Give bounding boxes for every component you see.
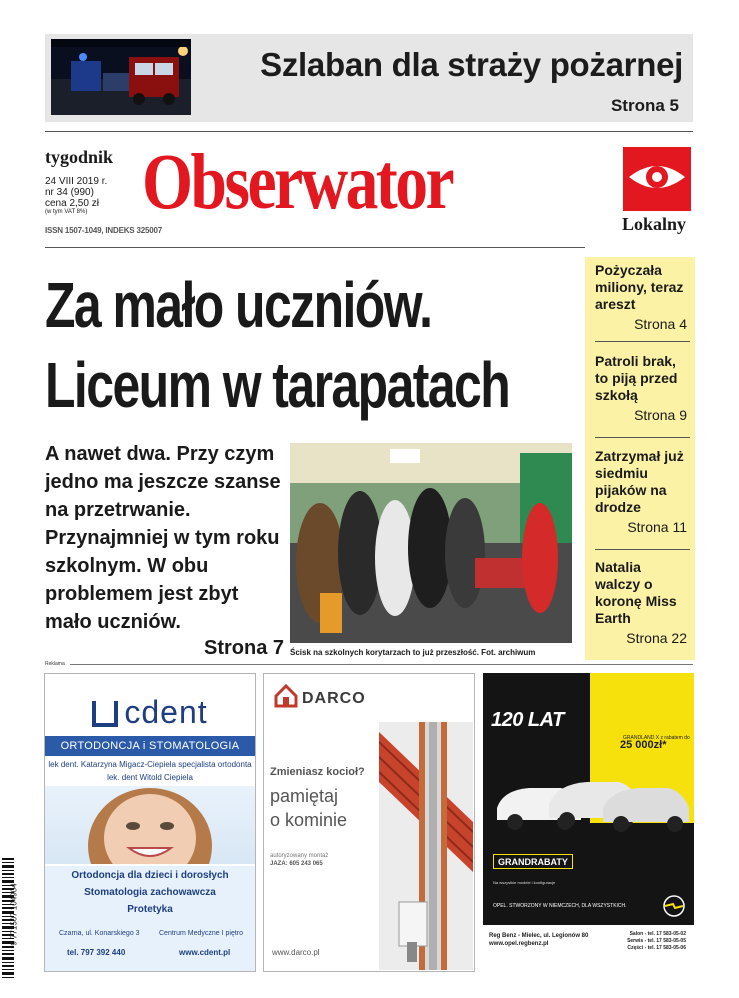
sidebar-item-head: Natalia walczy o koronę Miss Earth [595, 559, 677, 626]
opel-grand-rabaty [493, 854, 573, 869]
cdent-service-3: Protetyka [127, 904, 173, 915]
cdent-web-link[interactable]: www.cdent.pl [179, 948, 231, 957]
issue-number: nr 34 (990) [45, 187, 94, 198]
sidebar-item-page: Strona 4 [634, 316, 687, 332]
masthead-local: Lokalny [622, 214, 687, 234]
opel-price-label: GRANDLAND X z rabatem do [623, 735, 690, 741]
chimney-illustration [379, 722, 473, 970]
sidebar-item-loan[interactable] [595, 262, 687, 333]
cdent-service-2: Stomatologia zachowawcza [84, 887, 216, 898]
darco-remember-line-1: pamiętaj [270, 786, 339, 806]
main-headline[interactable] [45, 265, 509, 425]
smiling-woman-photo [45, 786, 255, 864]
top-divider [45, 131, 693, 132]
opel-salon-phone[interactable]: Salon - tel. 17 583-05-02 [629, 931, 686, 937]
opel-phones [627, 931, 686, 952]
issue-info [45, 176, 107, 216]
opel-anniversary-title: 120 LAT [491, 709, 564, 731]
opel-grand-sub: Na wszystkie modele i konfiguracje [493, 880, 556, 885]
headline-line-2: Liceum w tarapatach [45, 349, 510, 421]
headline-line-1: Za mało uczniów. [45, 269, 432, 341]
masthead-logo[interactable]: Obserwator [142, 139, 453, 226]
darco-remember [270, 784, 347, 832]
issue-price: cena 2,50 zł [45, 198, 99, 209]
opel-service-phone[interactable]: Serwis - tel. 17 583-05-05 [627, 938, 686, 944]
cdent-bar: ORTODONCJA i STOMATOLOGIA [45, 736, 255, 756]
cdent-address-2: Centrum Medyczne I piętro [159, 930, 244, 937]
darco-question: Zmieniasz kocioł? [270, 766, 365, 778]
cdent-services [45, 866, 255, 971]
sidebar-item-page: Strona 9 [634, 407, 687, 423]
sidebar-divider [595, 341, 690, 342]
sidebar-item-patrols[interactable] [595, 353, 687, 424]
issn: ISSN 1507-1049, INDEKS 325007 [45, 226, 162, 235]
school-corridor-photo [290, 443, 572, 643]
ad-divider [70, 664, 693, 665]
sidebar-divider [595, 549, 690, 550]
sidebar-divider [595, 437, 690, 438]
opel-address: Reg Benz - Mielec, ul. Legionów 80 [489, 933, 589, 939]
sidebar-item-head: Zatrzymał już siedmiu pijaków na drodze [595, 448, 684, 515]
darco-logo: DARCO [302, 690, 366, 707]
issue-vat: (w tym VAT 8%) [45, 209, 88, 215]
opel-web-link[interactable]: www.opel.regbenz.pl [489, 941, 549, 947]
opel-price: 25 000zł* [620, 739, 667, 751]
ad-cdent[interactable] [44, 673, 256, 972]
sidebar-item-page: Strona 22 [626, 630, 687, 646]
ad-label: Reklama [45, 661, 65, 667]
lead-page: Strona 7 [204, 637, 285, 659]
opel-slogan: OPEL. STWORZONY W NIEMCZECH, DLA WSZYSTKICH. [493, 903, 627, 909]
cdent-phone[interactable]: tel. 797 392 440 [67, 948, 126, 957]
sidebar-item-miss-earth[interactable] [595, 559, 687, 647]
issue-date: 24 VIII 2019 r. [45, 176, 108, 187]
cdent-doctor-1: lek dent. Katarzyna Migacz-Ciepiela specjalista ortodonta [48, 760, 252, 769]
opel-parts-phone[interactable]: Części - tel. 17 583-05-06 [627, 945, 686, 951]
opel-cars-image [483, 768, 694, 838]
eye-logo-icon [623, 147, 691, 211]
teaser-title[interactable]: Szlaban dla straży pożarnej [260, 46, 683, 83]
sidebar-item-page: Strona 11 [627, 519, 687, 535]
ad-darco[interactable] [263, 673, 475, 972]
darco-phone[interactable]: JAZA: 605 243 065 [270, 861, 323, 867]
sidebar-item-head: Pożyczała miliony, teraz areszt [595, 262, 684, 312]
ad-opel[interactable] [483, 673, 694, 972]
cdent-logo-text: cdent [124, 694, 208, 730]
masthead-divider [45, 247, 585, 248]
sidebar-teasers [585, 257, 695, 660]
cdent-doctor-2: lek. dent Witold Ciepiela [107, 773, 193, 782]
sidebar-item-head: Patroli brak, to piją przed szkołą [595, 353, 678, 403]
barcode-number: 9 771507 104904 [9, 883, 19, 946]
weekly-label: tygodnik [45, 147, 114, 167]
darco-house-icon [274, 684, 298, 713]
top-teaser[interactable] [45, 34, 693, 122]
darco-dealer: autoryzowany montaż [270, 853, 329, 859]
fire-truck-photo [51, 39, 191, 115]
sidebar-item-drunk-drivers[interactable] [595, 448, 687, 536]
cdent-service-1: Ortodoncja dla dzieci i dorosłych [71, 870, 229, 881]
teaser-page: Strona 5 [610, 96, 679, 115]
darco-web-link[interactable]: www.darco.pl [272, 948, 320, 957]
opel-logo-icon [663, 895, 685, 922]
cdent-address-1: Czarna, ul. Konarskiego 3 [59, 930, 140, 937]
lead-text: A nawet dwa. Przy czym jedno ma jeszcze szanse na przetrwanie. Przynajmniej w tym roku szkolnym. W obu problemem jest zbyt mało uczniów. [45, 443, 281, 633]
photo-caption: Ścisk na szkolnych korytarzach to już przeszłość. Fot. archiwum [290, 648, 536, 657]
opel-grand-text: GRANDRABATY [498, 857, 568, 867]
darco-remember-line-2: o kominie [270, 810, 348, 830]
cdent-logo [45, 694, 255, 731]
cdent-logo-mark-icon [92, 701, 118, 727]
